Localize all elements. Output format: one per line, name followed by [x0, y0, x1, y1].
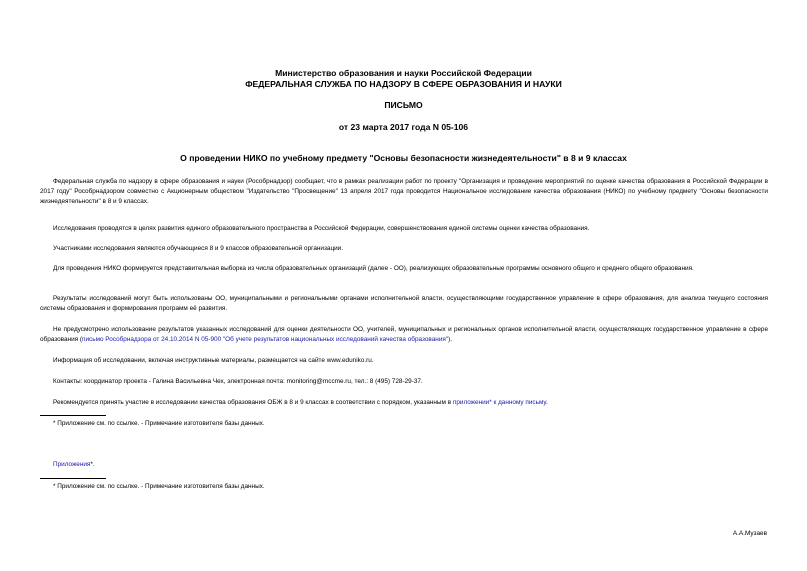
paragraph-8: Контакты: координатор проекта - Галина Васильевна Чех, электронная почта: monitoring@mccme.ru, тел.: 8 (495) 728-29-37.	[53, 378, 423, 385]
footnote-1: * Приложение см. по ссылке. - Примечание изготовителя базы данных.	[53, 420, 265, 427]
document-type: ПИСЬМО	[384, 100, 423, 110]
document-date-number: от 23 марта 2017 года N 05-106	[338, 122, 469, 132]
service-name: ФЕДЕРАЛЬНАЯ СЛУЖБА ПО НАДЗОРУ В СФЕРЕ ОБРАЗОВАНИЯ И НАУКИ	[245, 79, 562, 89]
paragraph-3: Участниками исследования являются обучающиеся 8 и 9 классов образовательной организации.	[53, 245, 344, 252]
footnote-2: * Приложение см. по ссылке. - Примечание изготовителя базы данных.	[53, 483, 265, 490]
appendix-reference-link[interactable]: приложении* к данному письму	[452, 399, 546, 406]
appendix-link[interactable]: Приложения	[53, 461, 91, 468]
paragraph-9	[40, 398, 768, 408]
paragraph-6-text: Не предусмотрено использование результатов указанных исследований для оценки деятельности ОО, учителей, муниципальных и региональных органов исполнительной власти, осуществляющих государственное управление в сфере образования (	[40, 326, 768, 343]
paragraph-6	[40, 325, 768, 345]
document-subject: О проведении НИКО по учебному предмету "Основы безопасности жизнедеятельности" в 8 и 9 классах	[180, 153, 627, 163]
footnote-divider-1	[40, 415, 106, 416]
ministry-name: Министерство образования и науки Российской Федерации	[275, 68, 532, 78]
signature: А.А.Музаев	[732, 530, 767, 537]
paragraph-9-end: .	[545, 399, 548, 406]
footnote-divider-2	[40, 478, 106, 479]
paragraph-1: Федеральная служба по надзору в сфере образования и науки (Рособрнадзор) сообщает, что в рамках реализации работ по проекту "Организация и проведение мероприятий по оценке качества образования в Российской Федерации в 2017 году" Рособрнадзором совместно с Акционерным обществом "Издательство "Просвещение" 13 апреля 2017 года проводится Национальное исследование качества образования (НИКО) по учебному предмету "Основы безопасности жизнедеятельности" в 8 и 9 классах.	[40, 178, 768, 205]
paragraph-9-text: Рекомендуется принять участие в исследовании качества образования ОБЖ в 8 и 9 классах в соответствии с порядком, указанным в	[53, 399, 453, 406]
appendix-suffix: *.	[90, 461, 95, 468]
paragraph-5: Результаты исследований могут быть использованы ОО, муниципальными и региональными органами исполнительной власти, осуществляющими государственное управление в сфере образования, для анализа текущего состояния системы образования и формирования программ её развития.	[40, 295, 768, 312]
paragraph-2: Исследования проводятся в целях развития единого образовательного пространства в Российской Федерации, совершенствования единой системы оценки качества образования.	[53, 225, 590, 232]
letter-reference-link[interactable]: письмо Рособрнадзора от 24.10.2014 N 05-900 "Об учете результатов национальных исследований качества образования"	[82, 336, 449, 343]
paragraph-7: Информация об исследовании, включая инструктивные материалы, размещается на сайте www.eduniko.ru.	[53, 357, 374, 364]
paragraph-4: Для проведения НИКО формируется представительная выборка из числа образовательных организаций (далее - ОО), реализующих образовательные программы основного общего и среднего общего образования.	[53, 265, 694, 272]
paragraph-6-end: ).	[448, 336, 453, 343]
appendix-line	[53, 460, 95, 470]
